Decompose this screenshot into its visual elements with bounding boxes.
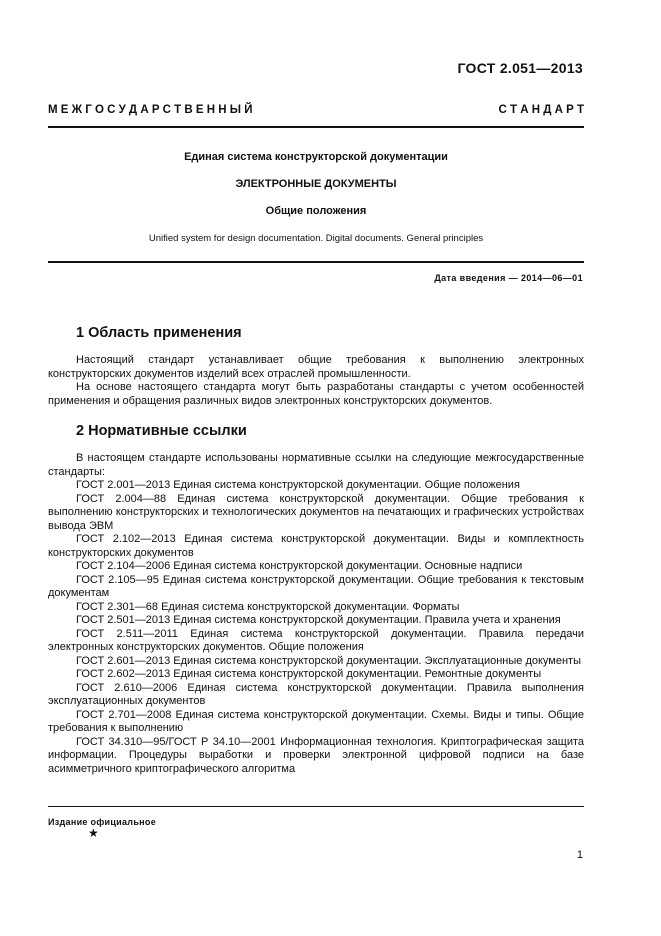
- document-number: ГОСТ 2.051—2013: [457, 60, 583, 76]
- footer-rule: [48, 806, 584, 807]
- reference-item: ГОСТ 2.701—2008 Единая система конструкторской документации. Схемы. Виды и типы. Общие требования к выполнению: [48, 708, 584, 734]
- reference-item: ГОСТ 2.610—2006 Единая система конструкторской документации. Правила выполнения эксплуатационных документов: [48, 681, 584, 707]
- english-title: Unified system for design documentation. Digital documents. General principles: [148, 233, 484, 244]
- section-1-body: [48, 354, 584, 408]
- paragraph: В настоящем стандарте использованы нормативные ссылки на следующие межгосударственные стандарты:: [48, 452, 584, 478]
- standard-banner: [48, 104, 584, 116]
- reference-item: ГОСТ 2.301—68 Единая система конструкторской документации. Форматы: [76, 600, 460, 613]
- title-block-rule: [48, 261, 584, 263]
- introduction-date: Дата введения — 2014—06—01: [434, 273, 583, 283]
- reference-item: ГОСТ 2.601—2013 Единая система конструкторской документации. Эксплуатационные документы: [76, 654, 582, 667]
- series-title: Единая система конструкторской документации: [184, 151, 448, 163]
- reference-item: ГОСТ 2.105—95 Единая система конструкторской документации. Общие требования к текстовым документам: [48, 573, 584, 599]
- document-title: ЭЛЕКТРОННЫЕ ДОКУМЕНТЫ: [235, 178, 397, 190]
- reference-item: ГОСТ 2.501—2013 Единая система конструкторской документации. Правила учета и хранения: [76, 614, 561, 626]
- official-edition-label: Издание официальное: [48, 817, 157, 827]
- paragraph: Настоящий стандарт устанавливает общие требования к выполнению электронных конструкторских документов изделий всех отраслей промышленности.: [48, 354, 584, 380]
- section-2-body: [48, 452, 584, 776]
- star-icon: ★: [88, 826, 99, 840]
- section-2-heading: 2 Нормативные ссылки: [76, 423, 247, 439]
- reference-item: ГОСТ 2.102—2013 Единая система конструкторской документации. Виды и комплектность конструкторских документов: [48, 533, 584, 559]
- reference-item: ГОСТ 2.004—88 Единая система конструкторской документации. Общие требования к выполнению конструкторских и технологических документов на печатающих и графических устройствах вывода ЭВМ: [48, 492, 584, 532]
- paragraph: На основе настоящего стандарта могут быть разработаны стандарты с учетом особенностей применения и обращения различных видов электронных конструкторских документов.: [48, 381, 584, 407]
- banner-rule: [48, 126, 584, 128]
- document-subtitle: Общие положения: [265, 205, 367, 217]
- banner-word-interstate: М Е Ж Г О С У Д А Р С Т В Е Н Н Ы Й: [48, 104, 253, 116]
- reference-item: ГОСТ 2.511—2011 Единая система конструкторской документации. Правила передачи электронных конструкторских документов. Общие положения: [48, 627, 584, 653]
- reference-item: ГОСТ 34.310—95/ГОСТ Р 34.10—2001 Информационная технология. Криптографическая защита информации. Процедуры выработки и проверки электронной цифровой подписи на базе асимметричного криптографического алгоритма: [48, 735, 584, 775]
- banner-word-standard: С Т А Н Д А Р Т: [498, 104, 584, 116]
- reference-item: ГОСТ 2.602—2013 Единая система конструкторской документации. Ремонтные документы: [76, 668, 542, 680]
- reference-item: ГОСТ 2.104—2006 Единая система конструкторской документации. Основные надписи: [76, 560, 523, 572]
- section-1-heading: 1 Область применения: [76, 325, 242, 341]
- reference-item: ГОСТ 2.001—2013 Единая система конструкторской документации. Общие положения: [76, 479, 520, 491]
- page-number: 1: [576, 849, 583, 861]
